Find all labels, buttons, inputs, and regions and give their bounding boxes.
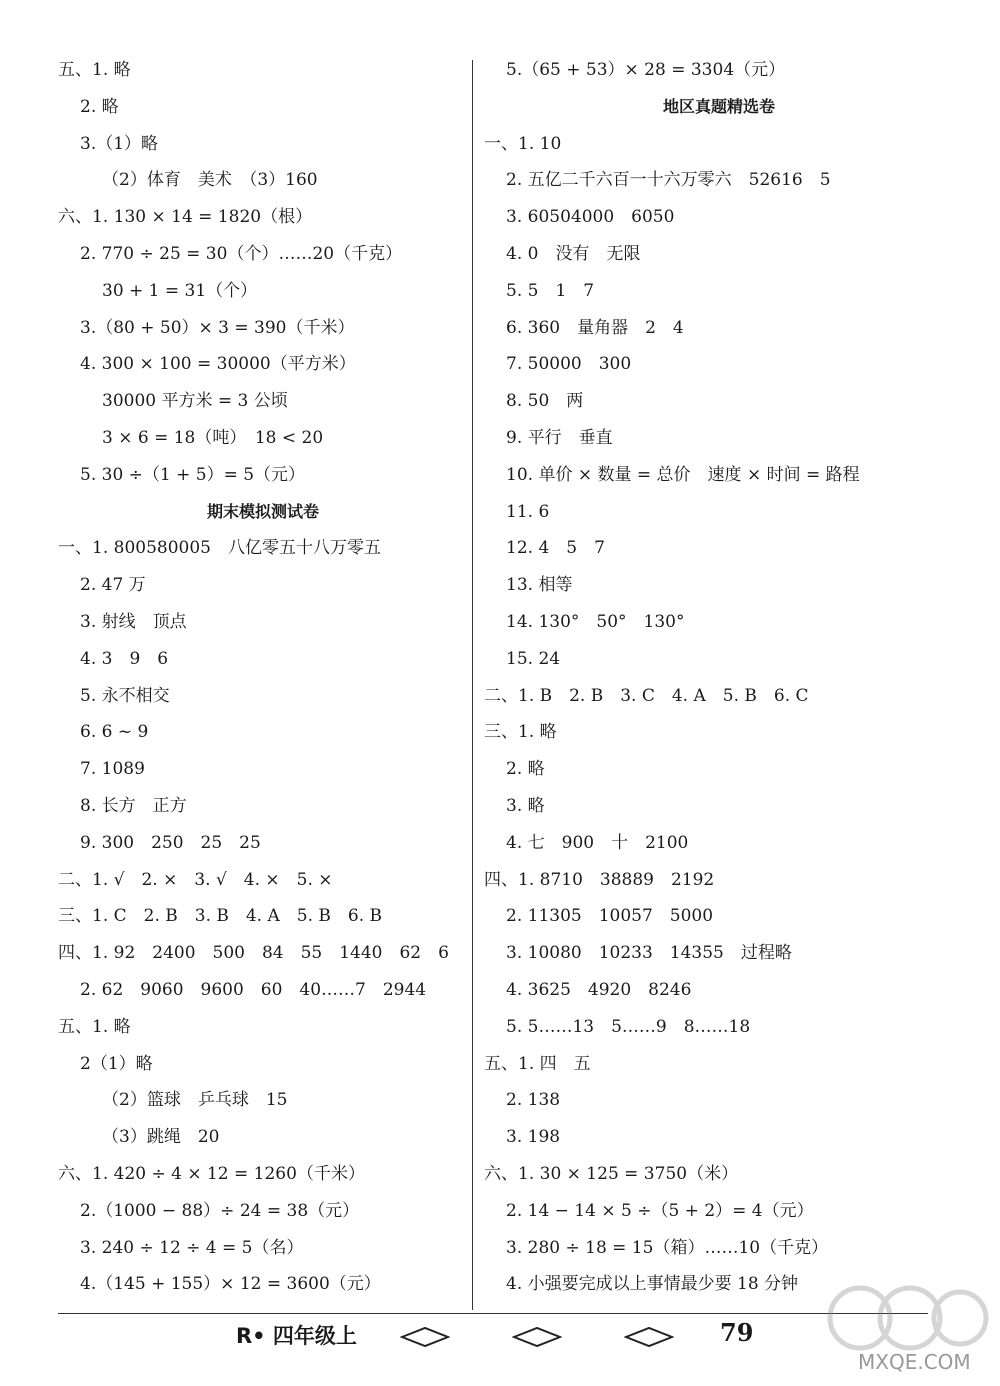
answer-line: 五、1. 略: [58, 60, 131, 80]
answer-line: 5.（65 + 53）× 28 = 3304（元）: [506, 60, 786, 80]
answer-line: 13. 相等: [506, 575, 573, 596]
answer-line: 四、1. 92 2400 500 84 55 1440 62 6: [58, 943, 449, 964]
answer-line: （2）篮球 乒乓球 15: [102, 1090, 288, 1111]
answer-line: 3 × 6 = 18（吨） 18 < 20: [102, 427, 324, 448]
answer-line: 9. 300 250 25 25: [80, 832, 261, 853]
answer-line: 六、1. 30 × 125 = 3750（米）: [484, 1163, 739, 1184]
answer-line: 三、1. C 2. B 3. B 4. A 5. B 6. B: [58, 906, 382, 927]
answer-line: 2. 138: [506, 1090, 561, 1111]
answer-line: 五、1. 略: [58, 1016, 131, 1037]
answer-line: 3. 60504000 6050: [506, 207, 675, 228]
answer-line: 14. 130° 50° 130°: [506, 611, 685, 632]
diamond-ornament-icon: [624, 1326, 674, 1348]
answer-line: 12. 4 5 7: [506, 538, 605, 559]
answer-line: 五、1. 四 五: [484, 1053, 591, 1074]
answer-line: 2. 略: [506, 759, 545, 780]
answer-line: 2. 五亿二千六百一十六万零六 52616 5: [506, 170, 831, 191]
answer-line: 4. 3 9 6: [80, 648, 169, 669]
answer-line: 2. 略: [80, 96, 119, 117]
diamond-ornament-icon: [512, 1326, 562, 1348]
answer-line: 六、1. 130 × 14 = 1820（根）: [58, 207, 313, 228]
answer-line: 30 + 1 = 31（个）: [102, 280, 258, 301]
answer-line: 7. 1089: [80, 759, 145, 780]
answer-line: 3.（1）略: [80, 133, 159, 154]
answer-line: 4. 小强要完成以上事情最少要 18 分钟: [506, 1274, 799, 1295]
answer-line: 5. 5 1 7: [506, 280, 595, 301]
right-answer-column: [484, 52, 954, 1303]
answer-line: 8. 长方 正方: [80, 795, 187, 816]
answer-line: 2. 11305 10057 5000: [506, 906, 714, 927]
answer-line: 4. 300 × 100 = 30000（平方米）: [80, 354, 356, 375]
section-heading: 期末模拟测试卷: [206, 501, 319, 521]
answer-line: 2. 62 9060 9600 60 40……7 2944: [80, 979, 427, 1000]
answer-line: 11. 6: [506, 501, 550, 522]
answer-line: 30000 平方米 = 3 公顷: [102, 391, 288, 412]
answer-line: 6. 360 量角器 2 4: [506, 317, 684, 338]
answer-line: 8. 50 两: [506, 391, 584, 412]
answer-line: 3.（80 + 50）× 3 = 390（千米）: [80, 317, 355, 338]
answer-line: 二、1. √ 2. × 3. √ 4. × 5. ×: [58, 869, 333, 890]
answer-line: 2.（1000 − 88）÷ 24 = 38（元）: [80, 1200, 360, 1221]
section-heading: 地区真题精选卷: [662, 96, 775, 116]
answer-line: 3. 198: [506, 1127, 561, 1148]
answer-line: 9. 平行 垂直: [506, 427, 613, 448]
answer-line: 10. 单价 × 数量 = 总价 速度 × 时间 = 路程: [506, 464, 860, 485]
answer-line: 四、1. 8710 38889 2192: [484, 869, 715, 890]
answer-line: 5. 5……13 5……9 8……18: [506, 1016, 751, 1037]
answer-line: 4. 0 没有 无限: [506, 243, 641, 264]
answer-line: 三、1. 略: [484, 722, 557, 743]
grade-label: R• 四年级上: [236, 1324, 357, 1348]
answer-line: 一、1. 800580005 八亿零五十八万零五: [58, 538, 381, 559]
answer-line: 2. 14 − 14 × 5 ÷（5 + 2）= 4（元）: [506, 1200, 814, 1221]
answer-line: 7. 50000 300: [506, 354, 632, 375]
answer-line: 15. 24: [506, 648, 561, 669]
answer-line: 4. 3625 4920 8246: [506, 979, 692, 1000]
answer-line: 一、1. 10: [484, 133, 562, 154]
diamond-ornament-icon: [400, 1326, 450, 1348]
answer-line: （3）跳绳 20: [102, 1127, 220, 1148]
answer-line: 二、1. B 2. B 3. C 4. A 5. B 6. C: [484, 685, 809, 706]
answer-line: 3. 射线 顶点: [80, 611, 187, 632]
column-divider: [472, 60, 473, 1310]
answer-line: 5. 永不相交: [80, 685, 170, 706]
answer-line: 2（1）略: [80, 1053, 153, 1074]
answer-line: （2）体育 美术 （3）160: [102, 170, 318, 191]
answer-line: 3. 280 ÷ 18 = 15（箱）……10（千克）: [506, 1237, 829, 1258]
answer-line: 3. 240 ÷ 12 ÷ 4 = 5（名）: [80, 1237, 304, 1258]
left-answer-column: [58, 52, 468, 1303]
answer-line: 六、1. 420 ÷ 4 × 12 = 1260（千米）: [58, 1163, 365, 1184]
watermark-url: MXQE.COM: [858, 1350, 971, 1374]
page-number: 79: [720, 1318, 754, 1347]
answer-line: 4.（145 + 155）× 12 = 3600（元）: [80, 1274, 381, 1295]
answer-line: 6. 6 ~ 9: [80, 722, 149, 743]
answer-line: 3. 略: [506, 795, 545, 816]
answer-line: 4. 七 900 十 2100: [506, 832, 689, 853]
answer-line: 2. 770 ÷ 25 = 30（个）……20（千克）: [80, 243, 403, 264]
answer-line: 3. 10080 10233 14355 过程略: [506, 943, 792, 964]
answer-line: 5. 30 ÷（1 + 5）= 5（元）: [80, 464, 306, 485]
footer-rule: [58, 1313, 928, 1314]
answer-line: 2. 47 万: [80, 575, 146, 596]
